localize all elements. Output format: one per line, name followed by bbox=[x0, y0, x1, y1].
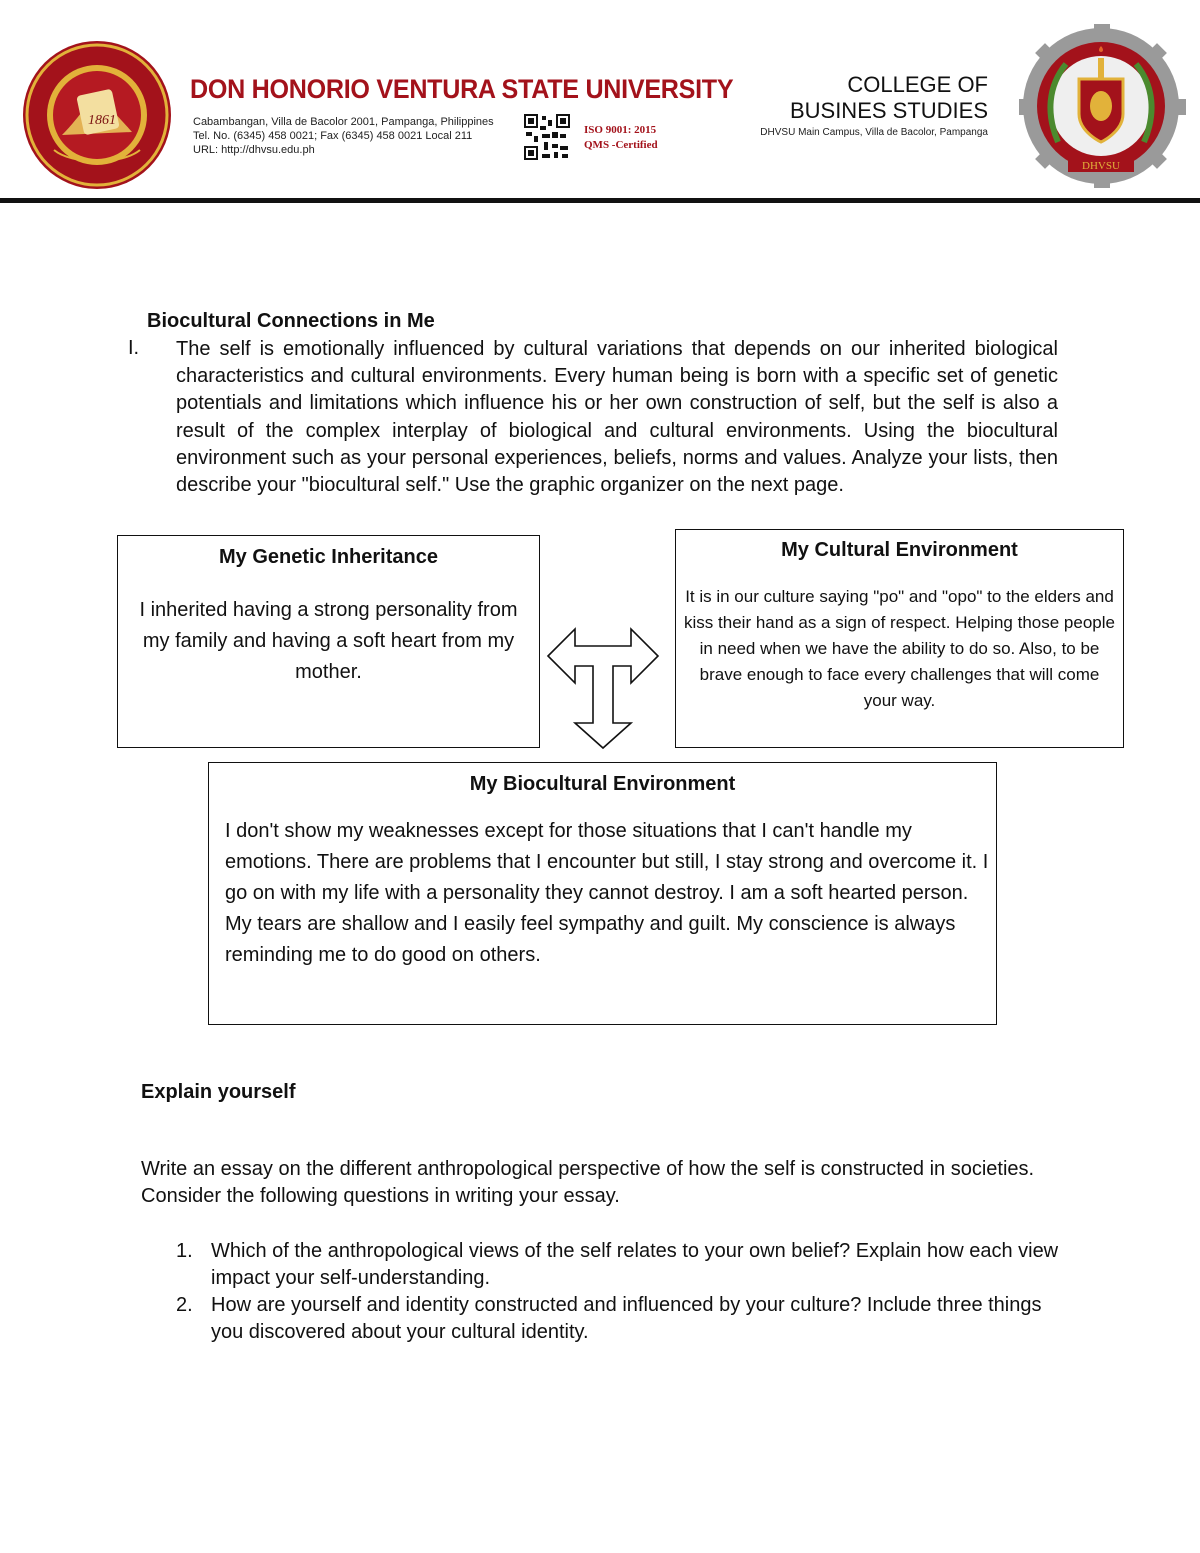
list-item-number: 2. bbox=[176, 1294, 193, 1316]
seal-year: 1861 bbox=[88, 113, 116, 128]
address-line: Cabambangan, Villa de Bacolor 2001, Pampanga, Philippines bbox=[193, 116, 494, 128]
qms-certified: QMS -Certified bbox=[584, 139, 658, 151]
header-divider bbox=[0, 198, 1200, 203]
biocultural-environment-box bbox=[208, 762, 997, 1025]
cultural-environment-box bbox=[675, 529, 1124, 748]
genetic-inheritance-heading: My Genetic Inheritance bbox=[219, 546, 438, 568]
college-name bbox=[790, 72, 988, 124]
university-seal-logo bbox=[22, 40, 172, 190]
list-item-text: Which of the anthropological views of the self relates to your own belief? Explain how each view impact your self-understanding. bbox=[211, 1240, 1059, 1289]
list-item bbox=[176, 1292, 1066, 1346]
cultural-environment-heading: My Cultural Environment bbox=[781, 539, 1018, 561]
url-line[interactable]: URL: http://dhvsu.edu.ph bbox=[193, 144, 315, 156]
university-contact-block bbox=[193, 115, 494, 157]
university-name: DON HONORIO VENTURA STATE UNIVERSITY bbox=[190, 74, 734, 104]
college-line-2: BUSINES STUDIES bbox=[789, 98, 988, 123]
college-line-1: COLLEGE OF bbox=[847, 72, 988, 97]
list-item-text: How are yourself and identity constructed and influenced by your culture? Include three things you discovered about your cultural identity. bbox=[211, 1294, 1042, 1343]
college-seal-logo bbox=[986, 24, 1200, 194]
section-intro-paragraph: The self is emotionally influenced by cultural variations that depends on our inherited biological characteristics and cultural environments. Every human being is born with a specific set of genetic potentials and limitations which influence his or her own construction of self, but the self is also a result of the complex interplay of biological and cultural environments. Using the biocultural environment such as your personal experiences, beliefs, norms and values. Analyze your lists, then describe your "biocultural self." Use the graphic organizer on the next page. bbox=[176, 338, 1058, 497]
contact-line: Tel. No. (6345) 458 0021; Fax (6345) 458 0021 Local 211 bbox=[193, 130, 473, 142]
iso-certification bbox=[584, 123, 658, 153]
biocultural-environment-heading: My Biocultural Environment bbox=[469, 773, 736, 795]
list-item bbox=[176, 1238, 1066, 1292]
college-address: DHVSU Main Campus, Villa de Bacolor, Pampanga bbox=[760, 127, 988, 138]
genetic-inheritance-text: I inherited having a strong personality from my family and having a soft heart from my mother. bbox=[139, 599, 518, 683]
genetic-inheritance-box bbox=[117, 535, 540, 748]
biocultural-environment-text: I don't show my weaknesses except for those situations that I can't handle my emotions. There are problems that I encounter but still, I stay strong and overcome it. I go on with my life with a personality they cannot destroy. I am a soft hearted person. My tears are shallow and I easily feel sympathy and guilt. My conscience is always reminding me to do good on others. bbox=[225, 820, 989, 966]
essay-prompt: Write an essay on the different anthropological perspective of how the self is constructed in societies. Consider the following questions in writing your essay. bbox=[141, 1158, 1035, 1207]
list-item-number: 1. bbox=[176, 1240, 193, 1262]
seal-badge-text: DHVSU bbox=[1082, 160, 1120, 172]
cultural-environment-text: It is in our culture saying "po" and "opo" to the elders and kiss their hand as a sign of respect. Helping those people in need when we have the ability to do so. Also, to be brave enough to face every challenges that will come your way. bbox=[684, 587, 1115, 710]
explain-heading: Explain yourself bbox=[141, 1081, 296, 1103]
qr-code-icon bbox=[524, 114, 570, 160]
three-way-arrow-icon bbox=[545, 622, 661, 750]
essay-question-list bbox=[176, 1238, 1066, 1346]
section-roman-numeral: I. bbox=[128, 337, 140, 359]
section-title: Biocultural Connections in Me bbox=[147, 310, 435, 332]
iso-standard: ISO 9001: 2015 bbox=[584, 124, 657, 136]
